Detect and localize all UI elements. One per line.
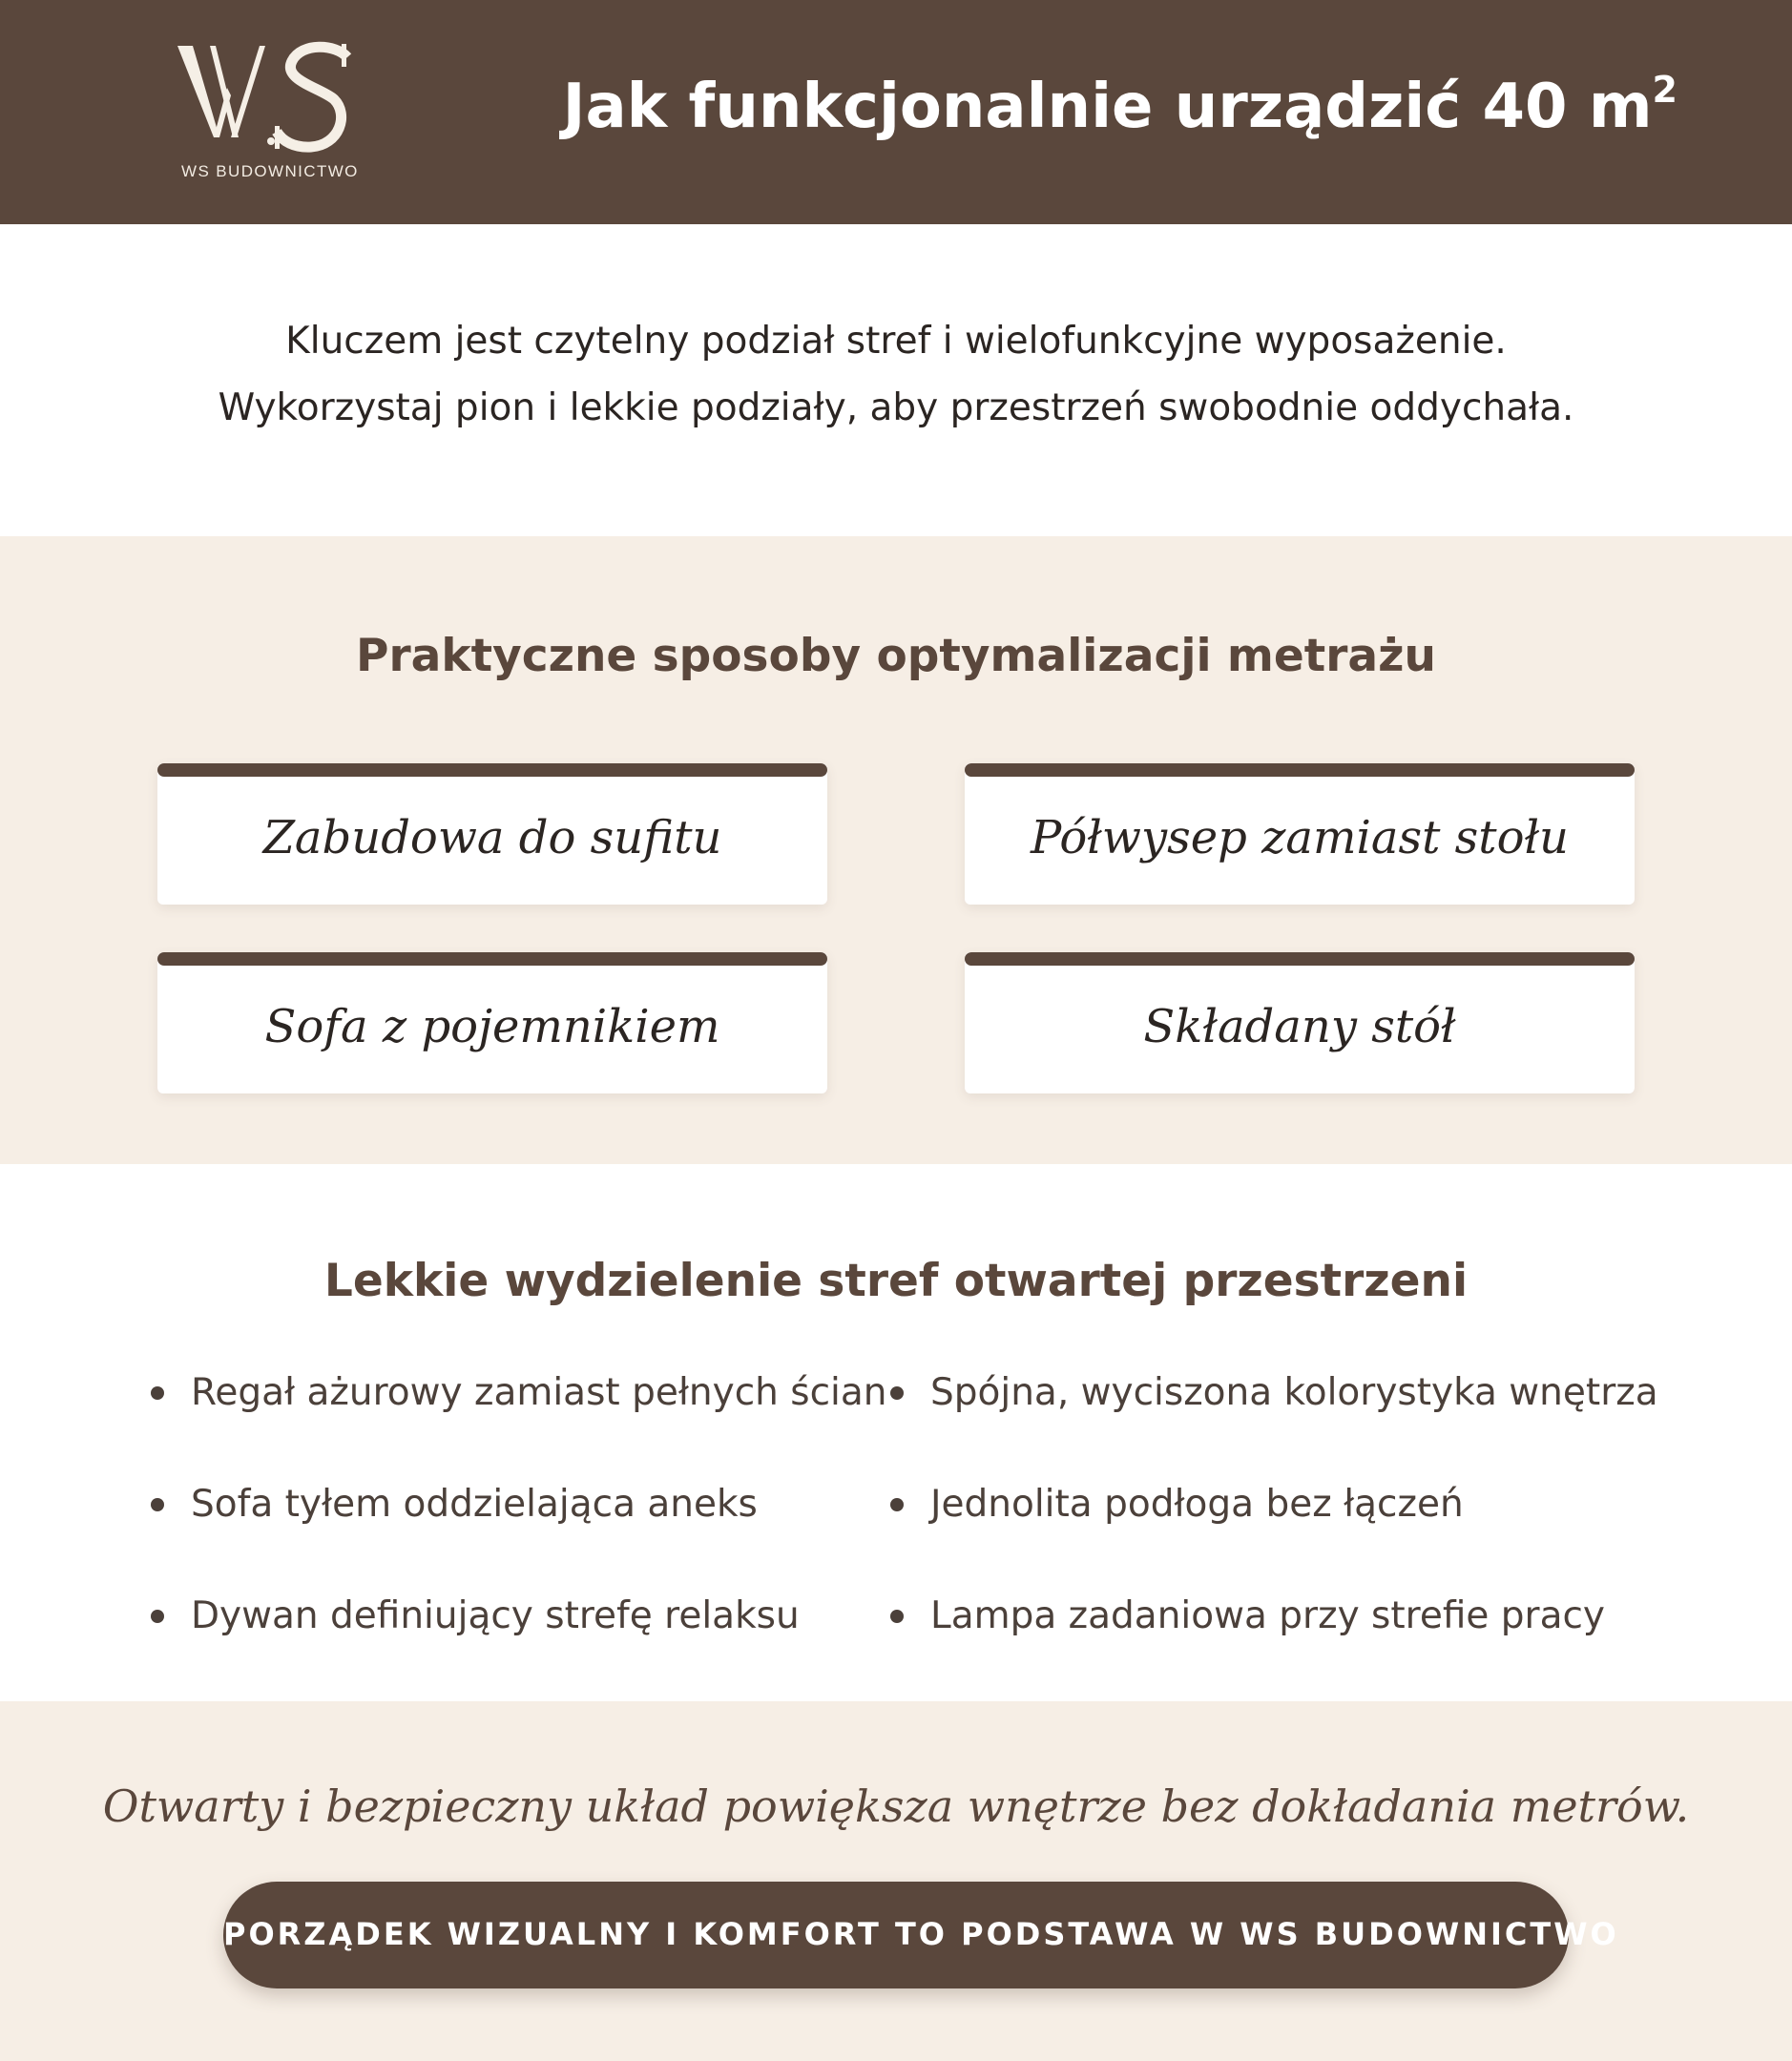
list-item-text: Regał ażurowy zamiast pełnych ścian	[191, 1371, 887, 1414]
list-item	[888, 1481, 1658, 1593]
bullet-dot-icon	[890, 1610, 904, 1623]
bullet-dot-icon	[890, 1386, 904, 1400]
cta-button[interactable]	[223, 1882, 1619, 1988]
list-item-text: Lampa zadaniowa przy strefie pracy	[930, 1594, 1605, 1637]
tips-section	[0, 536, 1792, 1164]
tip-card-label: Sofa z pojemnikiem	[264, 1000, 720, 1053]
page-title	[563, 69, 1677, 142]
list-item-text: Dywan definiujący strefę relaksu	[191, 1594, 800, 1637]
page-title-text: Jak funkcjonalnie urządzić 40 m	[562, 72, 1653, 142]
tip-card-accent-bar	[965, 763, 1635, 777]
list-item	[149, 1593, 886, 1704]
tip-card-accent-bar	[157, 763, 827, 777]
tips-heading: Praktyczne sposoby optymalizacji metrażu	[356, 630, 1436, 682]
tip-card-label: Półwysep zamiast stołu	[1031, 811, 1569, 864]
intro-line-2: Wykorzystaj pion i lekkie podziały, aby przestrzeń swobodnie oddychała.	[218, 386, 1574, 429]
tip-card	[157, 763, 827, 905]
page-footer	[0, 1701, 1792, 2061]
list-item-text: Spójna, wyciszona kolorystyka wnętrza	[930, 1371, 1658, 1414]
bullet-dot-icon	[151, 1498, 164, 1511]
list-item	[149, 1481, 886, 1593]
intro-line-1: Kluczem jest czytelny podział stref i wielofunkcyjne wyposażenie.	[285, 320, 1507, 363]
zones-list-right	[888, 1369, 1658, 1704]
ws-logo-icon	[177, 38, 359, 155]
tip-card	[965, 952, 1635, 1093]
list-item	[149, 1369, 886, 1481]
bullet-dot-icon	[151, 1386, 164, 1400]
bullet-dot-icon	[890, 1498, 904, 1511]
zones-section	[0, 1164, 1792, 1701]
list-item	[888, 1593, 1658, 1704]
tip-card-label: Zabudowa do sufitu	[262, 811, 722, 864]
tip-card-accent-bar	[965, 952, 1635, 966]
footer-quote: Otwarty i bezpieczny układ powiększa wnętrze bez dokładania metrów.	[102, 1780, 1690, 1832]
tip-card-accent-bar	[157, 952, 827, 966]
zones-heading: Lekkie wydzielenie stref otwartej przestrzeni	[323, 1255, 1469, 1307]
bullet-dot-icon	[151, 1610, 164, 1623]
page-header	[0, 0, 1792, 224]
intro-section	[0, 224, 1792, 536]
list-item-text: Jednolita podłoga bez łączeń	[930, 1483, 1464, 1526]
tip-card	[157, 952, 827, 1093]
list-item	[888, 1369, 1658, 1481]
zones-list-left	[149, 1369, 886, 1704]
logo-caption: WS BUDOWNICTWO	[181, 162, 359, 180]
logo[interactable]	[177, 38, 368, 191]
list-item-text: Sofa tyłem oddzielająca aneks	[191, 1483, 758, 1526]
tip-card	[965, 763, 1635, 905]
page-title-superscript: 2	[1652, 69, 1677, 111]
cta-button-label: PORZĄDEK WIZUALNY I KOMFORT TO PODSTAWA W WS BUDOWNICTWO	[223, 1916, 1619, 1952]
tip-card-label: Składany stół	[1143, 1000, 1456, 1053]
